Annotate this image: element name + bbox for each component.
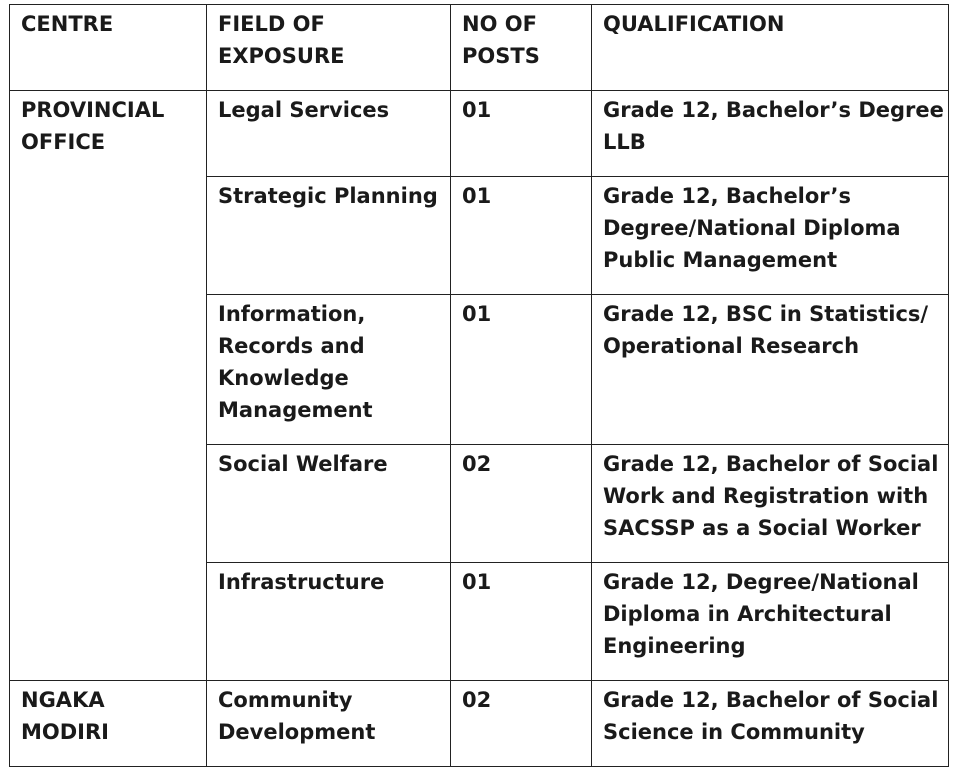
field-cell <box>207 177 451 295</box>
qualification-cell <box>592 563 949 681</box>
table-row <box>10 91 949 177</box>
qualification-line: Science in Community <box>603 720 865 744</box>
qualification-line: Grade 12, BSC in Statistics/ <box>603 302 929 326</box>
field-cell <box>207 445 451 563</box>
field-line: Community <box>218 688 353 712</box>
field-line: Knowledge <box>218 366 349 390</box>
posts-value: 01 <box>462 184 492 208</box>
header-no-of-posts <box>451 5 592 91</box>
centre-cell-ngaka-modiri <box>10 681 207 767</box>
qualification-line: Grade 12, Degree/National <box>603 570 919 594</box>
header-field-of-exposure <box>207 5 451 91</box>
qualification-line: Grade 12, Bachelor of Social <box>603 688 939 712</box>
field-line: Social Welfare <box>218 452 388 476</box>
header-posts-line-1: NO OF <box>462 12 537 36</box>
centre-cell-provincial-office <box>10 91 207 681</box>
field-cell <box>207 295 451 445</box>
posts-value: 02 <box>462 452 492 476</box>
qualification-cell <box>592 91 949 177</box>
centre-line-1: NGAKA <box>21 688 105 712</box>
header-posts-line-2: POSTS <box>462 44 540 68</box>
posts-cell <box>451 563 592 681</box>
field-cell <box>207 91 451 177</box>
qualification-line: Grade 12, Bachelor of Social <box>603 452 939 476</box>
field-line: Infrastructure <box>218 570 385 594</box>
posts-cell <box>451 177 592 295</box>
header-field-line-1: FIELD OF <box>218 12 325 36</box>
qualification-line: Degree/National Diploma <box>603 216 901 240</box>
qualification-line: Public Management <box>603 248 838 272</box>
posts-value: 01 <box>462 570 492 594</box>
centre-line-1: PROVINCIAL <box>21 98 165 122</box>
posts-value: 01 <box>462 98 492 122</box>
qualification-cell <box>592 177 949 295</box>
posts-cell <box>451 295 592 445</box>
posts-cell <box>451 681 592 767</box>
field-line: Strategic Planning <box>218 184 438 208</box>
posts-value: 01 <box>462 302 492 326</box>
field-line: Management <box>218 398 373 422</box>
qualification-line: Engineering <box>603 634 746 658</box>
qualification-line: Grade 12, Bachelor’s <box>603 184 852 208</box>
qualification-line: Operational Research <box>603 334 860 358</box>
qualification-cell <box>592 445 949 563</box>
header-centre <box>10 5 207 91</box>
qualification-cell <box>592 681 949 767</box>
field-cell <box>207 681 451 767</box>
table-row <box>10 681 949 767</box>
field-line: Information, <box>218 302 366 326</box>
header-centre-text: CENTRE <box>21 12 114 36</box>
field-line: Legal Services <box>218 98 390 122</box>
qualification-line: Work and Registration with <box>603 484 929 508</box>
centre-line-2: OFFICE <box>21 130 106 154</box>
field-line: Development <box>218 720 376 744</box>
qualification-line: SACSSP as a Social Worker <box>603 516 921 540</box>
centre-line-2: MODIRI <box>21 720 109 744</box>
posts-table <box>9 4 949 767</box>
header-qualification <box>592 5 949 91</box>
header-qualification-text: QUALIFICATION <box>603 12 785 36</box>
field-cell <box>207 563 451 681</box>
field-line: Records and <box>218 334 365 358</box>
header-field-line-2: EXPOSURE <box>218 44 345 68</box>
qualification-line: LLB <box>603 130 646 154</box>
header-row <box>10 5 949 91</box>
posts-value: 02 <box>462 688 492 712</box>
qualification-line: Grade 12, Bachelor’s Degree <box>603 98 944 122</box>
qualification-cell <box>592 295 949 445</box>
qualification-line: Diploma in Architectural <box>603 602 892 626</box>
posts-cell <box>451 91 592 177</box>
posts-cell <box>451 445 592 563</box>
